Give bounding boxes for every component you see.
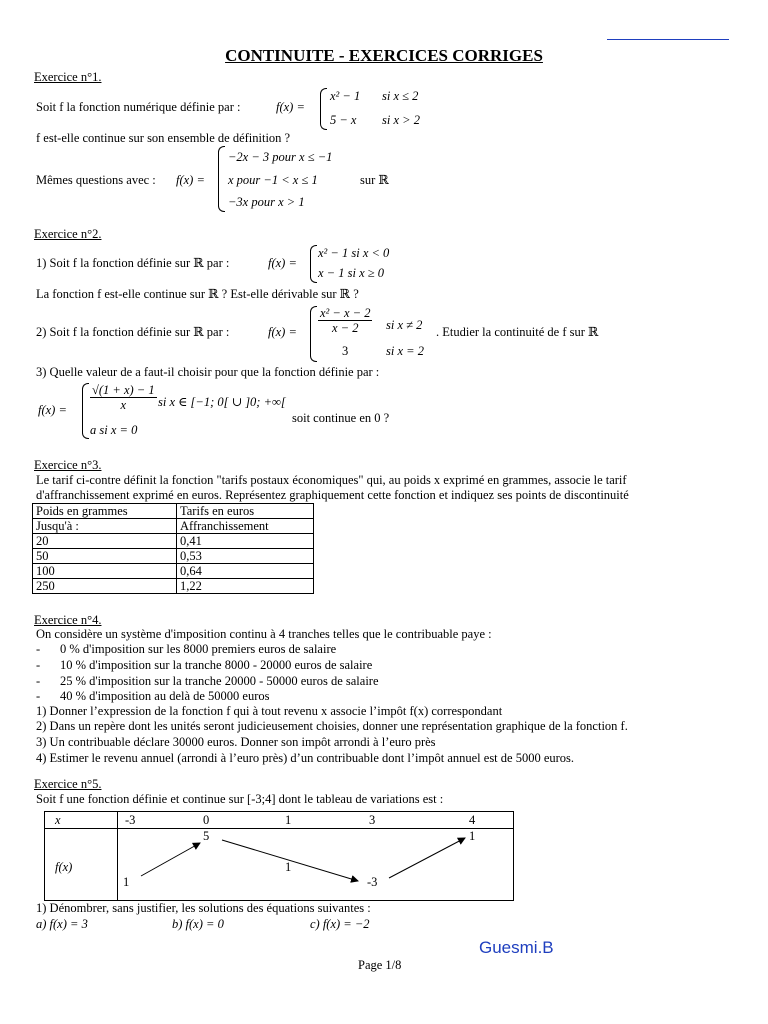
table-cell: Tarifs en euros bbox=[177, 504, 314, 519]
table-row bbox=[33, 519, 314, 534]
vt-x-value: 0 bbox=[203, 813, 210, 827]
ex4-bullet-3: 25 % d'imposition sur la tranche 20000 - 50000 euros de salaire bbox=[60, 674, 379, 688]
ex2-q2-c1: si x ≠ 2 bbox=[386, 318, 423, 332]
ex1-intro: Soit f la fonction numérique définie par : bbox=[36, 100, 241, 114]
ex2-q2: 2) Soit f la fonction définie sur ℝ par : bbox=[36, 325, 230, 339]
ex2-q3-brace bbox=[82, 383, 89, 439]
ex1-g-brace bbox=[218, 146, 225, 212]
table-cell: 0,53 bbox=[177, 549, 314, 564]
vt-f-value: 1 bbox=[123, 875, 130, 889]
table-row bbox=[33, 504, 314, 519]
top-rule bbox=[607, 39, 729, 40]
ex1-case1-cond: si x ≤ 2 bbox=[382, 89, 419, 103]
table-cell: 1,22 bbox=[177, 579, 314, 594]
ex2-q3-label: f(x) = bbox=[38, 403, 67, 417]
ex4-q4: 4) Estimer le revenu annuel (arrondi à l’euro près) d’un contribuable dont l’impôt annuel est de 5000 euros. bbox=[36, 751, 575, 765]
table-cell: 250 bbox=[33, 579, 177, 594]
vt-f-value: -3 bbox=[367, 875, 378, 889]
vt-x-value: -3 bbox=[125, 813, 136, 827]
ex5-qc: c) f(x) = −2 bbox=[310, 917, 370, 931]
ex5-qb: b) f(x) = 0 bbox=[172, 917, 224, 931]
ex3-line2: d'affranchissement exprimé en euros. Représentez graphiquement cette fonction et indiquez ses points de discontinuité bbox=[36, 488, 629, 502]
ex2-q2-brace bbox=[310, 306, 317, 362]
ex1-question: f est-elle continue sur son ensemble de définition ? bbox=[36, 131, 291, 145]
ex2-q3-den: x bbox=[120, 398, 127, 412]
ex2-q2-label: f(x) = bbox=[268, 325, 297, 339]
table-cell: 20 bbox=[33, 534, 177, 549]
ex4-intro: On considère un système d'imposition continu à 4 tranches telles que le contribuable paye : bbox=[36, 627, 492, 641]
ex3-line1: Le tarif ci-contre définit la fonction "tarifs postaux économiques" qui, au poids x exprimé en grammes, associe le tarif bbox=[36, 473, 627, 487]
ex2-q3-c1: si x ∈ [−1; 0[ ∪ ]0; +∞[ bbox=[158, 395, 286, 409]
arrow-increasing bbox=[389, 838, 465, 878]
ex4-heading: Exercice n°4. bbox=[34, 613, 102, 627]
ex2-q3-c2: a si x = 0 bbox=[90, 423, 138, 437]
page-number: Page 1/8 bbox=[358, 958, 402, 972]
vt-f-value: 5 bbox=[203, 829, 210, 843]
ex1-g1: −2x − 3 pour x ≤ −1 bbox=[228, 150, 333, 164]
ex2-q1-c1: x² − 1 si x < 0 bbox=[318, 246, 390, 260]
arrow-increasing bbox=[141, 843, 200, 876]
ex4-q2: 2) Dans un repère dont les unités seront judicieusement choisies, donner une représentation graphique de la fonction f. bbox=[36, 719, 628, 733]
ex1-sur: sur ℝ bbox=[360, 173, 389, 187]
ex4-bullet-4: 40 % d'imposition au delà de 50000 euros bbox=[60, 689, 270, 703]
ex2-q1-brace bbox=[310, 245, 317, 283]
ex1-same-q: Mêmes questions avec : bbox=[36, 173, 156, 187]
ex2-q2-tail: . Etudier la continuité de f sur ℝ bbox=[436, 325, 599, 339]
ex3-heading: Exercice n°3. bbox=[34, 458, 102, 472]
table-cell: 0,41 bbox=[177, 534, 314, 549]
ex1-heading: Exercice n°1. bbox=[34, 70, 102, 84]
vt-x-label: x bbox=[55, 813, 61, 827]
vt-f-value: 1 bbox=[285, 860, 292, 874]
author-signature: Guesmi.B bbox=[479, 938, 554, 957]
ex1-brace bbox=[320, 88, 327, 130]
ex2-q1-label: f(x) = bbox=[268, 256, 297, 270]
ex4-bullet-dash: - bbox=[36, 689, 41, 703]
ex2-q1: 1) Soit f la fonction définie sur ℝ par : bbox=[36, 256, 230, 270]
ex4-bullet-1: 0 % d'imposition sur les 8000 premiers euros de salaire bbox=[60, 642, 337, 656]
page-title: CONTINUITE - EXERCICES CORRIGES bbox=[225, 46, 543, 65]
table-cell: 0,64 bbox=[177, 564, 314, 579]
table-row bbox=[33, 549, 314, 564]
vt-x-value: 1 bbox=[285, 813, 292, 827]
ex4-q1: 1) Donner l’expression de la fonction f qui à tout revenu x associe l’impôt f(x) correspondant bbox=[36, 704, 503, 718]
ex2-q2-c2: si x = 2 bbox=[386, 344, 424, 358]
ex2-q3-frac bbox=[90, 383, 157, 412]
ex2-heading: Exercice n°2. bbox=[34, 227, 102, 241]
vt-f-label: f(x) bbox=[55, 860, 73, 874]
ex1-g2: x pour −1 < x ≤ 1 bbox=[228, 173, 318, 187]
ex1-f-label: f(x) = bbox=[276, 100, 305, 114]
ex5-qa: a) f(x) = 3 bbox=[36, 917, 88, 931]
ex2-q3-num: √(1 + x) − 1 bbox=[92, 383, 155, 397]
table-row bbox=[33, 534, 314, 549]
ex4-bullet-dash: - bbox=[36, 674, 41, 688]
ex2-q2-den: x − 2 bbox=[331, 321, 359, 335]
table-cell: Jusqu'à : bbox=[33, 519, 177, 534]
ex1-case1-expr: x² − 1 bbox=[330, 89, 361, 103]
ex1-case2-cond: si x > 2 bbox=[382, 113, 420, 127]
ex4-q3: 3) Un contribuable déclare 30000 euros. Donner son impôt arrondi à l’euro près bbox=[36, 735, 436, 749]
vt-f-value: 1 bbox=[469, 829, 476, 843]
table-row bbox=[33, 564, 314, 579]
ex5-q1: 1) Dénombrer, sans justifier, les solutions des équations suivantes : bbox=[36, 901, 371, 915]
ex2-q2-num: x² − x − 2 bbox=[320, 306, 371, 320]
tarif-table bbox=[32, 503, 314, 594]
ex2-q2-val: 3 bbox=[342, 344, 349, 358]
variation-table bbox=[44, 811, 514, 901]
ex1-g-label: f(x) = bbox=[176, 173, 205, 187]
ex2-q2-frac bbox=[318, 306, 372, 335]
table-cell: 50 bbox=[33, 549, 177, 564]
ex4-bullet-dash: - bbox=[36, 658, 41, 672]
ex4-bullet-2: 10 % d'imposition sur la tranche 8000 - 20000 euros de salaire bbox=[60, 658, 373, 672]
ex1-g3: −3x pour x > 1 bbox=[228, 195, 305, 209]
table-cell: 100 bbox=[33, 564, 177, 579]
ex2-q3: 3) Quelle valeur de a faut-il choisir pour que la fonction définie par : bbox=[36, 365, 380, 379]
vt-x-value: 3 bbox=[369, 813, 376, 827]
ex2-q3-tail: soit continue en 0 ? bbox=[292, 411, 390, 425]
table-cell: Affranchissement bbox=[177, 519, 314, 534]
ex2-q1-question: La fonction f est-elle continue sur ℝ ? Est-elle dérivable sur ℝ ? bbox=[36, 287, 359, 301]
table-cell: Poids en grammes bbox=[33, 504, 177, 519]
ex5-heading: Exercice n°5. bbox=[34, 777, 102, 791]
ex2-q1-c2: x − 1 si x ≥ 0 bbox=[318, 266, 384, 280]
table-row bbox=[33, 579, 314, 594]
variation-arrows bbox=[45, 812, 513, 900]
arrow-decreasing bbox=[222, 840, 358, 881]
ex1-case2-expr: 5 − x bbox=[330, 113, 357, 127]
ex4-bullet-dash: - bbox=[36, 642, 41, 656]
vt-x-value: 4 bbox=[469, 813, 476, 827]
ex5-intro: Soit f une fonction définie et continue sur [-3;4] dont le tableau de variations est : bbox=[36, 792, 444, 806]
